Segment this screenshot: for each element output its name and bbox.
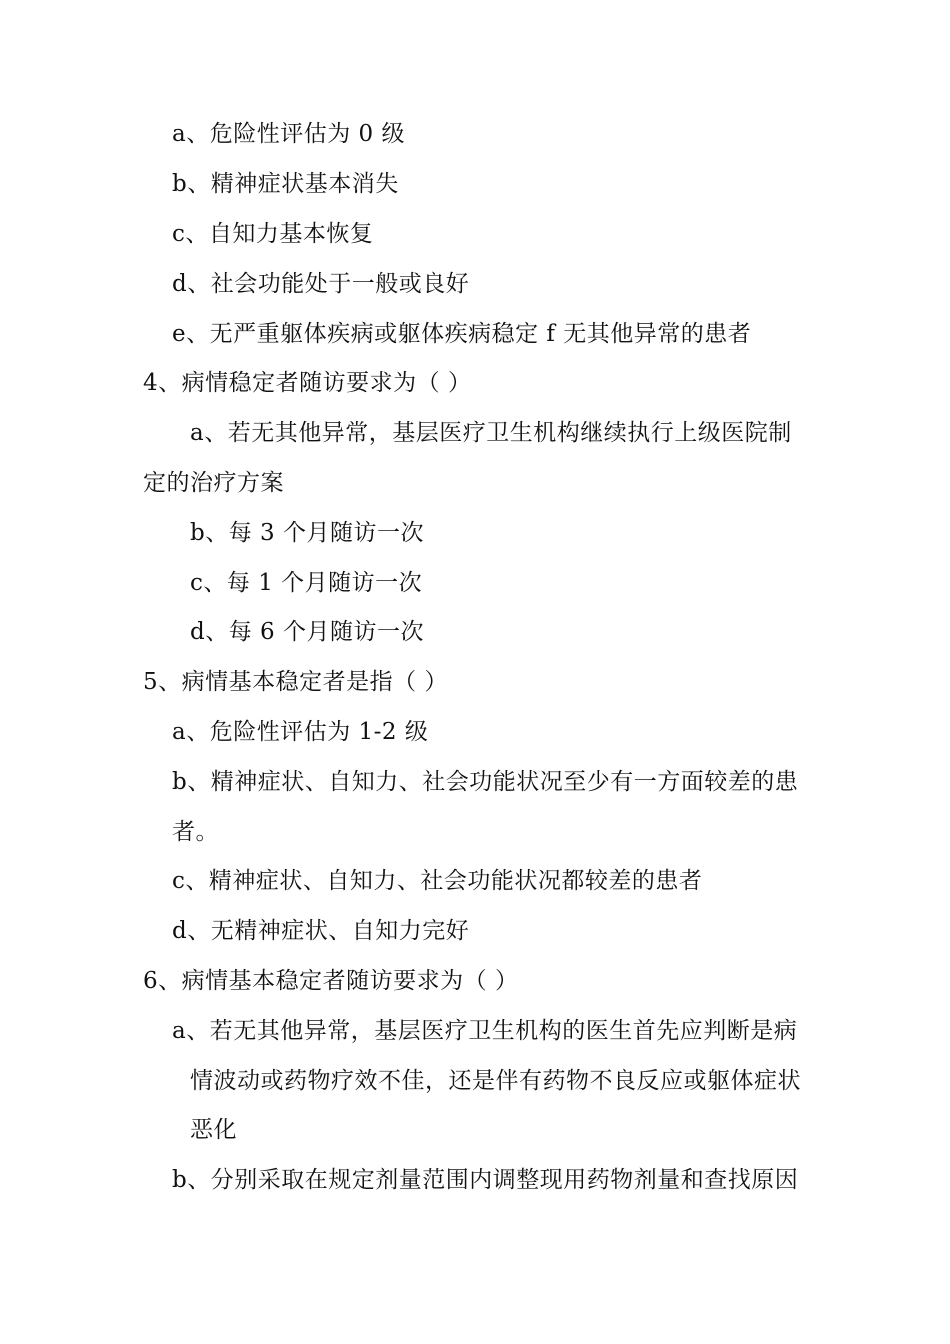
option-6a: a、若无其他异常，基层医疗卫生机构的医生首先应判断是病 xyxy=(172,1018,798,1044)
question-5: 5、病情基本稳定者是指（ ） xyxy=(143,669,448,695)
option-6a-continued-1: 情波动或药物疗效不佳，还是伴有药物不良反应或躯体症状 xyxy=(190,1068,801,1094)
option-5a: a、危险性评估为 1-2 级 xyxy=(172,719,429,745)
option-5b: b、精神症状、自知力、社会功能状况至少有一方面较差的患 xyxy=(172,769,799,795)
option-3b: b、精神症状基本消失 xyxy=(172,171,399,197)
option-3d: d、社会功能处于一般或良好 xyxy=(172,271,470,297)
option-5c: c、精神症状、自知力、社会功能状况都较差的患者 xyxy=(172,868,703,894)
option-4a-continued: 定的治疗方案 xyxy=(143,470,284,496)
option-3e: e、无严重躯体疾病或躯体疾病稳定 f 无其他异常的患者 xyxy=(172,321,752,347)
option-4b: b、每 3 个月随访一次 xyxy=(190,520,424,546)
question-4: 4、病情稳定者随访要求为（ ） xyxy=(143,370,472,396)
option-5b-continued: 者。 xyxy=(172,819,219,845)
option-4c: c、每 1 个月随访一次 xyxy=(190,570,423,596)
option-5d: d、无精神症状、自知力完好 xyxy=(172,918,470,944)
option-4a: a、若无其他异常，基层医疗卫生机构继续执行上级医院制 xyxy=(190,420,792,446)
option-6b: b、分别采取在规定剂量范围内调整现用药物剂量和查找原因 xyxy=(172,1167,799,1193)
option-4d: d、每 6 个月随访一次 xyxy=(190,619,424,645)
option-6a-continued-2: 恶化 xyxy=(190,1117,237,1143)
question-6: 6、病情基本稳定者随访要求为（ ） xyxy=(143,968,519,994)
option-3a: a、危险性评估为 0 级 xyxy=(172,121,405,147)
option-3c: c、自知力基本恢复 xyxy=(172,221,374,247)
